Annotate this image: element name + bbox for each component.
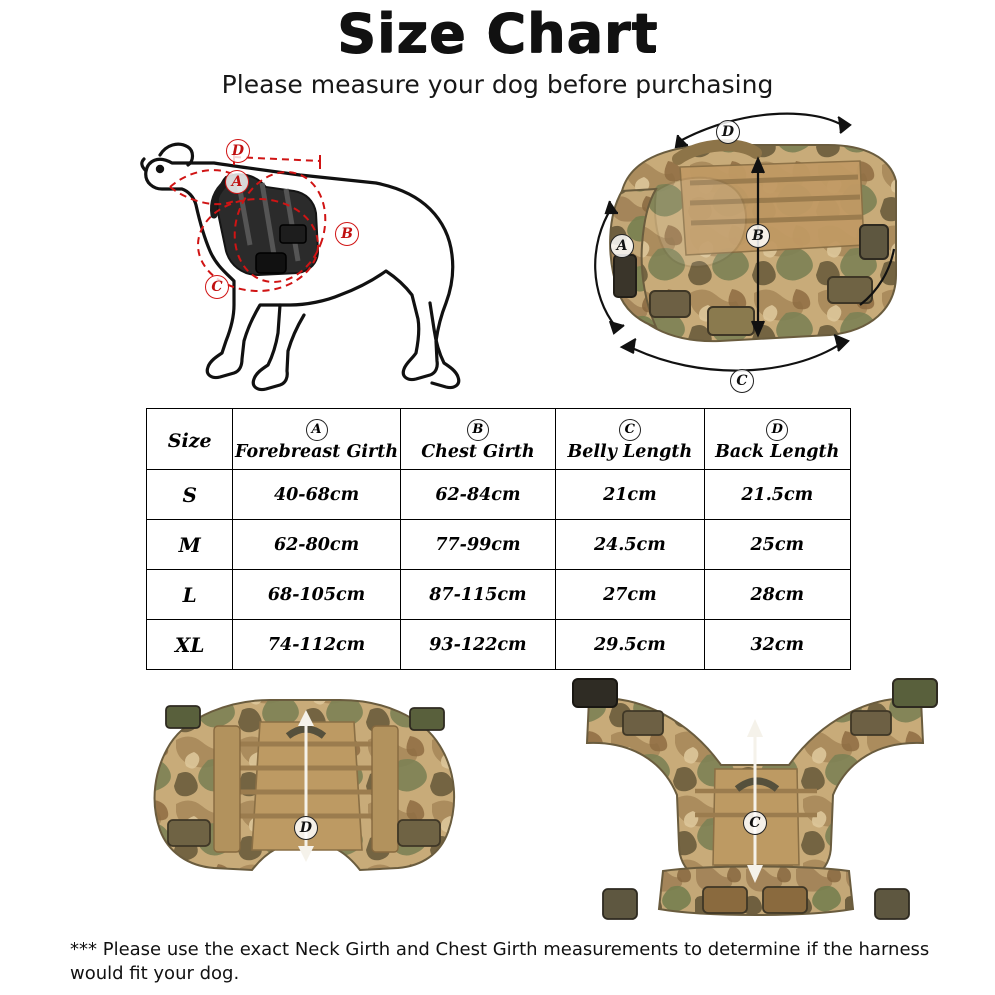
header-forebreast-girth xyxy=(233,409,400,470)
cell-forebreast: 40-68cm xyxy=(233,470,400,520)
cell-belly: 29.5cm xyxy=(556,620,704,670)
header-badge-a: A xyxy=(306,419,328,441)
callout-badge-d-harness: D xyxy=(716,120,740,144)
cell-chest: 87-115cm xyxy=(400,570,556,620)
cell-forebreast: 62-80cm xyxy=(233,520,400,570)
header-badge-b: B xyxy=(467,419,489,441)
header-back-label: Back Length xyxy=(715,442,840,463)
cell-back: 21.5cm xyxy=(704,470,851,520)
footnote: *** Please use the exact Neck Girth and Chest Girth measurements to determine if the harness would fit your dog. xyxy=(70,939,930,985)
callout-badge-c-dog: C xyxy=(205,275,229,299)
callout-badge-d-flat: D xyxy=(294,816,318,840)
size-chart-table xyxy=(146,408,851,670)
header-badge-d: D xyxy=(766,419,788,441)
table-row xyxy=(147,470,851,520)
callout-badge-a-dog: A xyxy=(225,170,249,194)
cell-size: L xyxy=(147,570,233,620)
cell-size: S xyxy=(147,470,233,520)
cell-chest: 93-122cm xyxy=(400,620,556,670)
cell-belly: 24.5cm xyxy=(556,520,704,570)
dog-outline-illustration xyxy=(130,105,520,395)
cell-forebreast: 74-112cm xyxy=(233,620,400,670)
header-size-label: Size xyxy=(167,429,212,452)
cell-forebreast: 68-105cm xyxy=(233,570,400,620)
cell-back: 25cm xyxy=(704,520,851,570)
table-header-row xyxy=(147,409,851,470)
header-badge-c: C xyxy=(619,419,641,441)
callout-badge-b-harness: B xyxy=(746,224,770,248)
header-back-length xyxy=(704,409,851,470)
table-row xyxy=(147,570,851,620)
cell-back: 32cm xyxy=(704,620,851,670)
header-belly-length xyxy=(556,409,704,470)
header-size xyxy=(147,409,233,470)
header-chest-girth xyxy=(400,409,556,470)
page-title: Size Chart xyxy=(336,2,659,65)
harness-flat-bottom-illustration xyxy=(545,665,965,940)
harness-flat-top-illustration xyxy=(110,670,500,935)
cell-belly: 27cm xyxy=(556,570,704,620)
callout-badge-d-dog: D xyxy=(226,139,250,163)
cell-size: XL xyxy=(147,620,233,670)
header-chest-label: Chest Girth xyxy=(421,442,535,463)
cell-size: M xyxy=(147,520,233,570)
page-subtitle: Please measure your dog before purchasing xyxy=(221,70,774,99)
callout-badge-a-harness: A xyxy=(610,234,634,258)
header-forebreast-label: Forebreast Girth xyxy=(235,442,399,463)
cell-belly: 21cm xyxy=(556,470,704,520)
cell-chest: 62-84cm xyxy=(400,470,556,520)
cell-back: 28cm xyxy=(704,570,851,620)
callout-badge-c-flat: C xyxy=(743,811,767,835)
callout-badge-b-dog: B xyxy=(335,222,359,246)
header-belly-label: Belly Length xyxy=(567,442,693,463)
table-row xyxy=(147,520,851,570)
cell-chest: 77-99cm xyxy=(400,520,556,570)
harness-front-illustration xyxy=(560,95,980,405)
table-row xyxy=(147,620,851,670)
callout-badge-c-harness: C xyxy=(730,369,754,393)
